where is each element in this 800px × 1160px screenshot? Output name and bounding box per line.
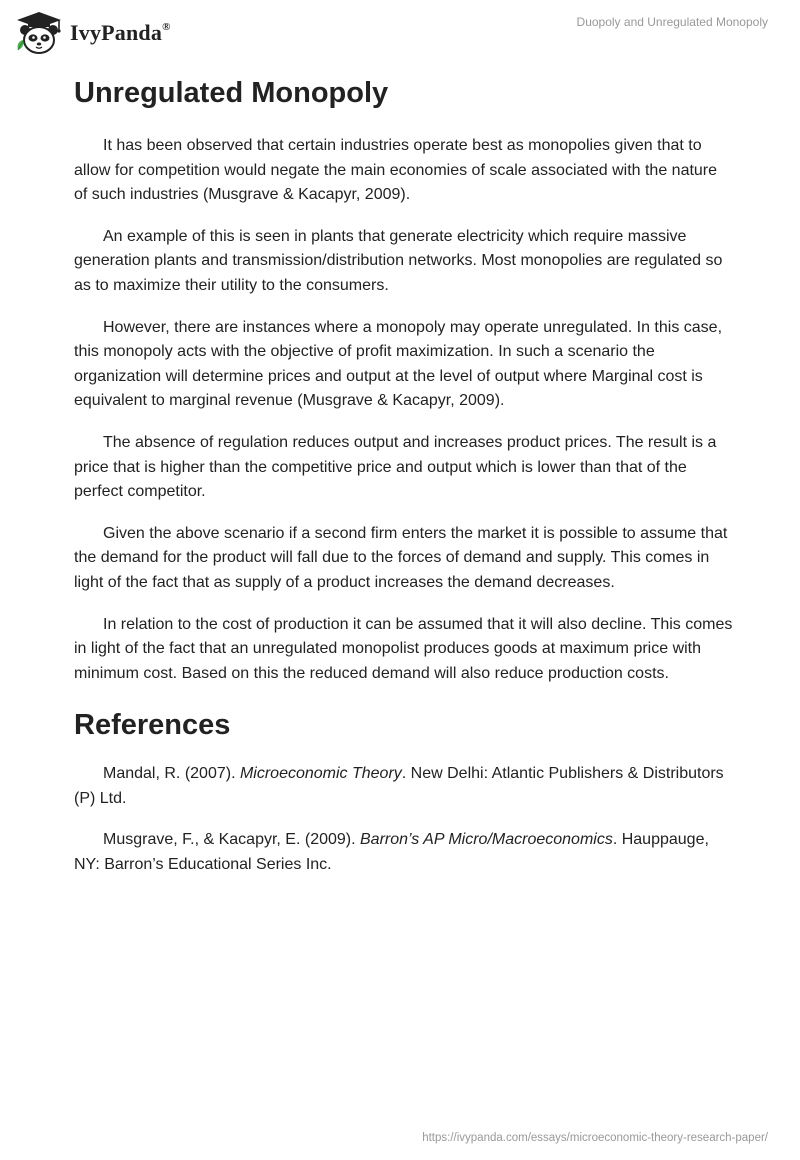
panda-graduate-icon xyxy=(14,10,64,56)
paragraph-4: The absence of regulation reduces output and increases product prices. The result is a price that is higher than the competitive price and output which is lower than that of the perfect competitor. xyxy=(74,433,717,501)
registered-mark: ® xyxy=(162,20,171,33)
reference-item xyxy=(74,762,734,811)
paragraph-6: In relation to the cost of production it can be assumed that it will also decline. This comes in light of the fact that an unregulated monopolist produces goods at maximum price with minimum cost. Based on this the reduced demand will also reduce production costs. xyxy=(74,615,733,682)
running-title: Duopoly and Unregulated Monopoly xyxy=(576,15,768,29)
references-heading: References xyxy=(74,709,231,742)
reference-authors: Mandal, R. (2007). xyxy=(103,765,240,783)
paragraph-1: It has been observed that certain industries operate best as monopolies given that to allow for competition would negate the main economies of scale associated with the nature of such industries (Musgrave & Kacapyr, 2009). xyxy=(74,137,718,204)
paragraph-2: An example of this is seen in plants that generate electricity which require massive generation plants and transmission/distribution networks. Most monopolies are regulated so as to maximize their utility to the consumers. xyxy=(74,227,723,294)
reference-item xyxy=(74,828,734,877)
paragraph-3: However, there are instances where a monopoly may operate unregulated. In this case, this monopoly acts with the objective of profit maximization. In such a scenario the organization will determine prices and output at the level of output where Marginal cost is equivalent to marginal revenue (Musgrave & Kacapyr, 2009). xyxy=(74,318,723,410)
reference-title: Microeconomic Theory xyxy=(239,765,402,783)
reference-title: Barron’s AP Micro/Macroeconomics xyxy=(360,831,613,849)
section-heading: Unregulated Monopoly xyxy=(74,77,389,109)
paragraph-5: Given the above scenario if a second firm enters the market it is possible to assume that the demand for the product will fall due to the forces of demand and supply. This comes in light of the fact that as supply of a product increases the demand decreases. xyxy=(74,524,728,591)
brand-name: IvyPanda xyxy=(70,20,163,45)
ivypanda-logo[interactable] xyxy=(14,10,171,56)
page-header xyxy=(0,0,800,60)
reference-authors: Musgrave, F., & Kacapyr, E. (2009). xyxy=(103,831,360,849)
logo-wordmark xyxy=(70,20,171,46)
source-url-link[interactable]: https://ivypanda.com/essays/microeconomic-theory-research-paper/ xyxy=(422,1132,768,1144)
reference-publisher: . Hauppauge, NY: Barron’s Educational Series Inc. xyxy=(74,831,709,874)
essay-content xyxy=(74,70,734,895)
reference-publisher: . New Delhi: Atlantic Publishers & Distributors (P) Ltd. xyxy=(74,765,724,807)
